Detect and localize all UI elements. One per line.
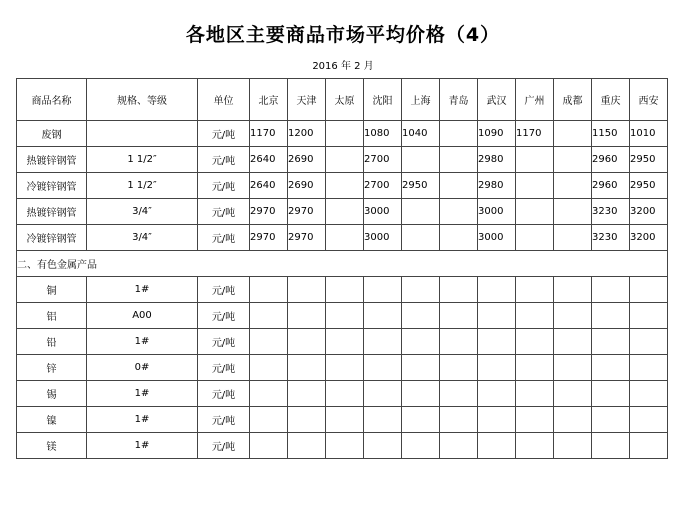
price-cell — [516, 303, 554, 329]
table-row — [17, 329, 668, 355]
header-city: 重庆 — [592, 79, 630, 121]
product-name-cell: 铝 — [17, 303, 87, 329]
table-row — [17, 355, 668, 381]
price-cell — [554, 277, 592, 303]
price-cell — [592, 407, 630, 433]
product-name-cell: 热镀锌钢管 — [17, 147, 87, 173]
spec-cell: 3/4″ — [87, 225, 198, 251]
price-cell — [364, 277, 402, 303]
spec-cell: 1# — [87, 381, 198, 407]
price-cell: 1150 — [592, 121, 630, 147]
price-cell: 2970 — [250, 225, 288, 251]
price-cell — [440, 303, 478, 329]
price-cell — [326, 199, 364, 225]
price-cell: 3230 — [592, 199, 630, 225]
table-header-row — [17, 79, 668, 121]
spec-cell: 0# — [87, 355, 198, 381]
table-row — [17, 433, 668, 459]
price-cell — [592, 433, 630, 459]
price-cell — [516, 225, 554, 251]
price-cell — [288, 303, 326, 329]
price-cell: 3000 — [478, 225, 516, 251]
price-cell — [402, 381, 440, 407]
price-cell — [364, 355, 402, 381]
price-cell — [364, 407, 402, 433]
price-cell — [516, 355, 554, 381]
price-cell — [326, 121, 364, 147]
price-cell — [440, 381, 478, 407]
price-cell — [326, 433, 364, 459]
page-title: 各地区主要商品市场平均价格（4） — [185, 24, 501, 46]
price-cell — [554, 407, 592, 433]
price-table — [16, 78, 668, 459]
price-cell: 2700 — [364, 173, 402, 199]
price-cell — [326, 381, 364, 407]
product-name-cell: 冷镀锌钢管 — [17, 225, 87, 251]
unit-cell: 元/吨 — [198, 355, 250, 381]
price-cell — [554, 303, 592, 329]
price-cell: 1200 — [288, 121, 326, 147]
unit-cell: 元/吨 — [198, 407, 250, 433]
price-cell: 2970 — [250, 199, 288, 225]
unit-cell: 元/吨 — [198, 303, 250, 329]
page-subtitle: 2016 年 2 月 — [312, 61, 374, 72]
table-body — [17, 121, 668, 459]
price-cell — [554, 225, 592, 251]
spec-cell: 1# — [87, 329, 198, 355]
price-cell — [440, 225, 478, 251]
product-name-cell: 冷镀锌钢管 — [17, 173, 87, 199]
price-cell — [440, 199, 478, 225]
header-city: 沈阳 — [364, 79, 402, 121]
header-city: 天津 — [288, 79, 326, 121]
price-cell — [402, 329, 440, 355]
header-city: 广州 — [516, 79, 554, 121]
table-row — [17, 303, 668, 329]
price-cell — [364, 381, 402, 407]
spec-cell: 1 1/2″ — [87, 173, 198, 199]
price-cell — [554, 173, 592, 199]
price-cell — [554, 329, 592, 355]
price-cell: 2640 — [250, 147, 288, 173]
price-cell — [516, 381, 554, 407]
price-cell — [402, 433, 440, 459]
price-cell — [402, 199, 440, 225]
table-row — [17, 277, 668, 303]
price-cell — [288, 329, 326, 355]
header-city: 成都 — [554, 79, 592, 121]
price-cell — [440, 329, 478, 355]
product-name-cell: 锡 — [17, 381, 87, 407]
price-cell — [478, 355, 516, 381]
unit-cell: 元/吨 — [198, 225, 250, 251]
price-cell — [516, 407, 554, 433]
price-cell: 2960 — [592, 147, 630, 173]
unit-cell: 元/吨 — [198, 381, 250, 407]
price-cell — [554, 433, 592, 459]
price-cell — [364, 433, 402, 459]
price-cell — [478, 277, 516, 303]
price-cell — [440, 147, 478, 173]
price-cell — [592, 277, 630, 303]
spec-cell: A00 — [87, 303, 198, 329]
price-cell: 1090 — [478, 121, 516, 147]
unit-cell: 元/吨 — [198, 121, 250, 147]
product-name-cell: 废钢 — [17, 121, 87, 147]
header-city: 西安 — [630, 79, 668, 121]
header-unit: 单位 — [198, 79, 250, 121]
table-row — [17, 381, 668, 407]
table-row — [17, 407, 668, 433]
spec-cell: 1# — [87, 277, 198, 303]
header-name: 商品名称 — [17, 79, 87, 121]
price-cell — [592, 329, 630, 355]
product-name-cell: 热镀锌钢管 — [17, 199, 87, 225]
price-cell — [630, 329, 668, 355]
price-cell — [250, 407, 288, 433]
price-cell — [326, 355, 364, 381]
header-city: 北京 — [250, 79, 288, 121]
price-cell: 2960 — [592, 173, 630, 199]
price-cell — [250, 329, 288, 355]
unit-cell: 元/吨 — [198, 199, 250, 225]
table-row — [17, 147, 668, 173]
price-cell — [364, 329, 402, 355]
price-cell — [402, 303, 440, 329]
price-cell — [516, 199, 554, 225]
price-cell — [592, 381, 630, 407]
price-cell — [250, 277, 288, 303]
price-cell: 1170 — [516, 121, 554, 147]
price-cell — [440, 277, 478, 303]
price-cell: 3230 — [592, 225, 630, 251]
product-name-cell: 镁 — [17, 433, 87, 459]
price-cell — [478, 433, 516, 459]
price-cell: 1010 — [630, 121, 668, 147]
price-cell — [402, 225, 440, 251]
price-cell — [326, 303, 364, 329]
table-row — [17, 225, 668, 251]
price-cell: 1080 — [364, 121, 402, 147]
header-city: 武汉 — [478, 79, 516, 121]
price-cell — [554, 381, 592, 407]
price-cell: 2950 — [630, 147, 668, 173]
price-cell — [440, 121, 478, 147]
product-name-cell: 铅 — [17, 329, 87, 355]
price-cell — [554, 121, 592, 147]
price-cell: 3200 — [630, 225, 668, 251]
price-cell — [250, 303, 288, 329]
price-cell — [478, 303, 516, 329]
price-cell — [516, 277, 554, 303]
price-cell — [554, 199, 592, 225]
price-cell — [478, 407, 516, 433]
product-name-cell: 镍 — [17, 407, 87, 433]
price-cell — [516, 329, 554, 355]
price-cell — [440, 433, 478, 459]
price-cell: 2980 — [478, 147, 516, 173]
price-cell — [592, 303, 630, 329]
price-cell — [630, 433, 668, 459]
price-cell: 2950 — [402, 173, 440, 199]
spec-cell: 3/4″ — [87, 199, 198, 225]
table-row — [17, 121, 668, 147]
price-cell: 2640 — [250, 173, 288, 199]
header-spec: 规格、等级 — [87, 79, 198, 121]
price-cell: 2980 — [478, 173, 516, 199]
price-cell — [592, 355, 630, 381]
price-cell — [288, 381, 326, 407]
price-cell — [630, 277, 668, 303]
price-cell: 2970 — [288, 225, 326, 251]
price-cell — [630, 381, 668, 407]
price-cell — [440, 173, 478, 199]
price-cell — [554, 355, 592, 381]
price-cell: 1170 — [250, 121, 288, 147]
unit-cell: 元/吨 — [198, 277, 250, 303]
price-cell — [402, 407, 440, 433]
price-cell — [326, 329, 364, 355]
price-cell — [326, 225, 364, 251]
spec-cell: 1# — [87, 407, 198, 433]
price-cell — [326, 407, 364, 433]
price-cell — [288, 433, 326, 459]
spec-cell — [87, 121, 198, 147]
price-cell: 1040 — [402, 121, 440, 147]
spec-cell: 1 1/2″ — [87, 147, 198, 173]
section-title: 二、有色金属产品 — [17, 251, 668, 277]
price-cell: 3000 — [478, 199, 516, 225]
price-cell — [478, 381, 516, 407]
unit-cell: 元/吨 — [198, 173, 250, 199]
price-cell — [554, 147, 592, 173]
table-row — [17, 173, 668, 199]
price-cell — [516, 433, 554, 459]
price-cell: 3000 — [364, 225, 402, 251]
price-cell — [364, 303, 402, 329]
price-cell: 2690 — [288, 173, 326, 199]
header-city: 上海 — [402, 79, 440, 121]
price-cell — [288, 355, 326, 381]
price-cell — [478, 329, 516, 355]
price-cell — [250, 381, 288, 407]
price-cell: 2970 — [288, 199, 326, 225]
price-cell: 2700 — [364, 147, 402, 173]
unit-cell: 元/吨 — [198, 329, 250, 355]
price-cell — [326, 147, 364, 173]
table-row — [17, 199, 668, 225]
price-cell — [288, 277, 326, 303]
price-cell: 2690 — [288, 147, 326, 173]
product-name-cell: 铜 — [17, 277, 87, 303]
spec-cell: 1# — [87, 433, 198, 459]
price-cell — [402, 277, 440, 303]
product-name-cell: 锌 — [17, 355, 87, 381]
header-city: 青岛 — [440, 79, 478, 121]
price-cell — [326, 173, 364, 199]
price-cell: 3000 — [364, 199, 402, 225]
price-cell — [440, 407, 478, 433]
price-cell — [326, 277, 364, 303]
unit-cell: 元/吨 — [198, 147, 250, 173]
unit-cell: 元/吨 — [198, 433, 250, 459]
price-cell — [250, 433, 288, 459]
price-cell — [516, 173, 554, 199]
price-cell — [630, 303, 668, 329]
price-cell — [250, 355, 288, 381]
price-cell: 3200 — [630, 199, 668, 225]
price-cell — [516, 147, 554, 173]
price-cell — [440, 355, 478, 381]
price-cell — [630, 355, 668, 381]
price-cell: 2950 — [630, 173, 668, 199]
price-cell — [402, 147, 440, 173]
section-row — [17, 251, 668, 277]
header-city: 太原 — [326, 79, 364, 121]
price-cell — [630, 407, 668, 433]
price-cell — [288, 407, 326, 433]
price-cell — [402, 355, 440, 381]
